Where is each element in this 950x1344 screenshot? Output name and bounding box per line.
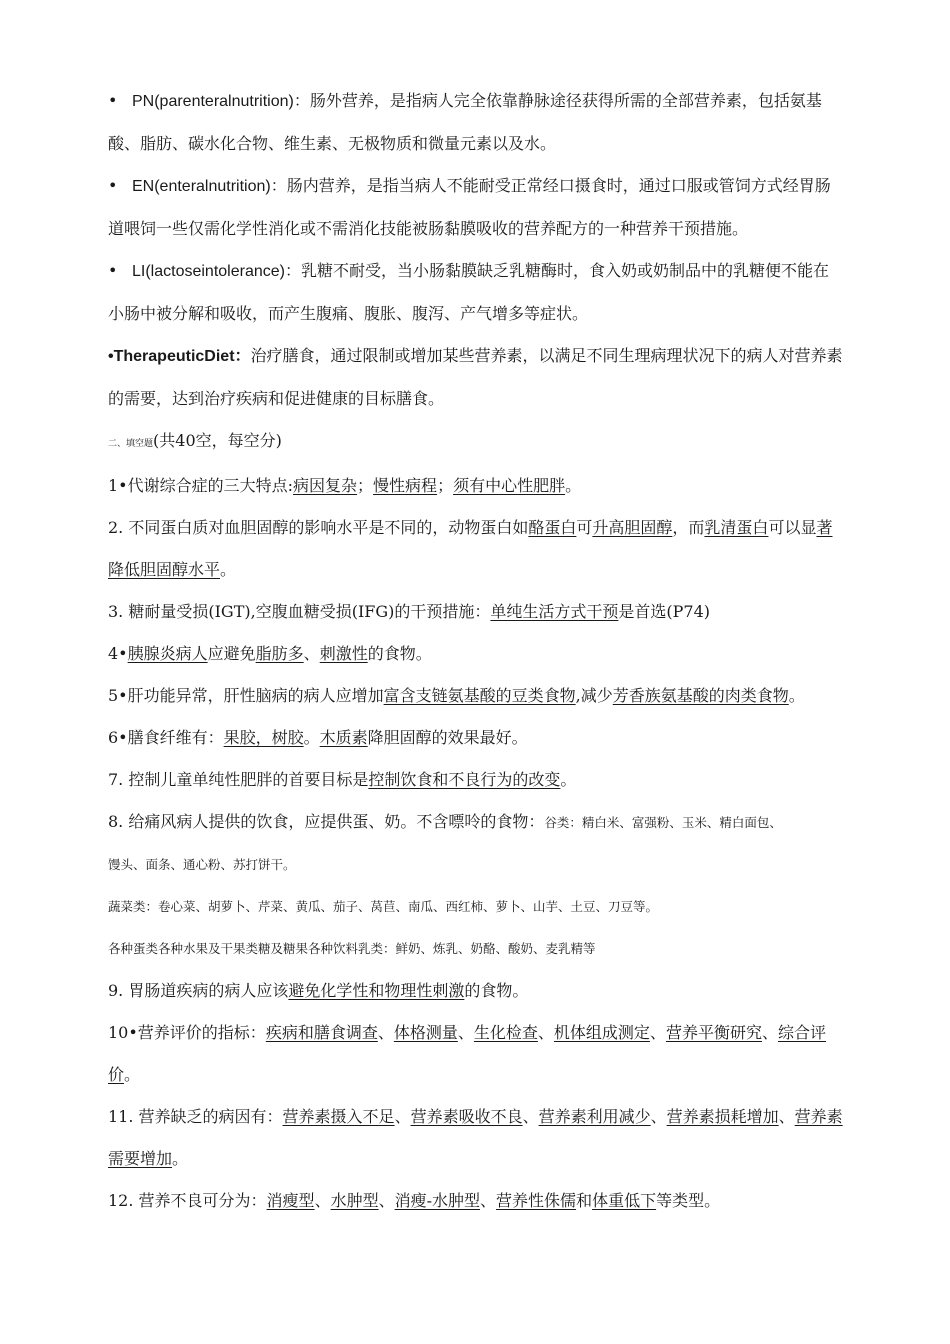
separator: 、 — [377, 1023, 394, 1042]
food-list-grains-cont: 馒头、面条、通心粉、苏打饼干。 — [108, 857, 296, 872]
question-text: 10•营养评价的指标： — [108, 1023, 266, 1042]
question-end: 。 — [124, 1065, 141, 1084]
question-end: 。 — [560, 770, 577, 789]
food-list-vegetables: 蔬菜类：卷心菜、胡萝卜、芹菜、黄瓜、茄子、莴苣、南瓜、西红柿、萝卜、山芋、土豆、刀豆等。 — [108, 899, 659, 914]
separator: 、 — [649, 1023, 666, 1042]
term: LI(lactoseintolerance)： — [132, 263, 301, 280]
separator: 、 — [480, 1191, 497, 1210]
bullet: • — [108, 261, 118, 280]
separator: ； — [357, 476, 374, 495]
separator: 。 — [303, 728, 320, 747]
question-end: 。 — [220, 560, 237, 579]
question-4 — [108, 633, 843, 675]
question-3 — [108, 591, 843, 633]
answer-blank: 消瘦型 — [266, 1191, 315, 1210]
question-end: 。 — [172, 1149, 189, 1168]
answer-blank: 营养素利用减少 — [538, 1107, 651, 1126]
answer-blank: 体重低下 — [592, 1191, 657, 1210]
definition-text: 肠内营养，是指当病人不能耐受正常经口摄食时，通过口服或管饲方式经胃肠道喂饲一些仅需化学性消化或不需消化技能被肠黏膜吸收的营养配方的一种营养干预措施。 — [108, 176, 831, 238]
answer-blank: 果胶，树胶 — [223, 728, 304, 747]
section-heading — [108, 420, 843, 465]
answer-blank: 著降低胆固醇水平 — [108, 518, 833, 579]
question-2 — [108, 507, 843, 591]
answer-blank: 营养素损耗增加 — [666, 1107, 779, 1126]
separator: 、 — [394, 1107, 411, 1126]
answer-blank: 单纯生活方式干预 — [490, 602, 619, 621]
question-text: 应避免 — [207, 644, 256, 663]
question-9 — [108, 970, 843, 1012]
question-text: 可 — [576, 518, 593, 537]
question-text: 4• — [108, 644, 128, 663]
question-text: ,减少 — [575, 686, 613, 705]
answer-blank: 体格测量 — [393, 1023, 458, 1042]
separator: 、 — [778, 1107, 795, 1126]
separator: 、 — [537, 1023, 554, 1042]
term: •TherapeuticDiet： — [108, 348, 251, 365]
answer-blank: 胰腺炎病人 — [127, 644, 208, 663]
question-10 — [108, 1012, 843, 1096]
question-11 — [108, 1096, 843, 1180]
question-text: 12. 营养不良可分为： — [108, 1191, 267, 1210]
definition-text: 乳糖不耐受，当小肠黏膜缺乏乳糖酶时，食入奶或奶制品中的乳糖便不能在小肠中被分解和吸收，而产生腹痛、腹胀、腹泻、产气增多等症状。 — [108, 261, 829, 323]
definition-li — [108, 250, 843, 335]
question-end: 。 — [565, 476, 582, 495]
question-text: 和 — [576, 1191, 593, 1210]
question-12 — [108, 1180, 843, 1222]
question-end: 等类型。 — [656, 1191, 721, 1210]
separator: 、 — [650, 1107, 667, 1126]
answer-blank: 乳清蛋白 — [704, 518, 769, 537]
question-text: 7. 控制儿童单纯性肥胖的首要目标是 — [108, 770, 369, 789]
answer-blank: 综合评价 — [108, 1023, 826, 1084]
term: PN(parenteralnutrition)： — [132, 93, 310, 110]
answer-blank: 营养平衡研究 — [665, 1023, 762, 1042]
bullet: • — [108, 91, 118, 110]
term: EN(enteralnutrition)： — [132, 178, 287, 195]
question-end: 降胆固醇的效果最好。 — [367, 728, 528, 747]
answer-blank: 机体组成测定 — [553, 1023, 650, 1042]
question-text: 3. 糖耐量受损(IGT),空腹血糖受损(IFG)的干预措施： — [108, 602, 491, 621]
section-title-rest: (共40空，每空分) — [153, 431, 282, 450]
answer-blank: 富含支链氨基酸的豆类食物 — [383, 686, 576, 705]
document-page — [108, 80, 843, 1222]
answer-blank: 营养素需要增加 — [108, 1107, 843, 1168]
answer-blank: 病因复杂 — [293, 476, 358, 495]
question-text: 可以显 — [768, 518, 817, 537]
answer-blank: 酪蛋白 — [528, 518, 577, 537]
separator: 、 — [378, 1191, 395, 1210]
answer-blank: 控制饮食和不良行为的改变 — [368, 770, 561, 789]
separator: 、 — [314, 1191, 331, 1210]
definition-text: 治疗膳食，通过限制或增加某些营养素，以满足不同生理病理状况下的病人对营养素的需要，达到治疗疾病和促进健康的目标膳食。 — [108, 346, 843, 408]
separator: 、 — [303, 644, 320, 663]
answer-blank: 须有中心性肥胖 — [453, 476, 566, 495]
question-5 — [108, 675, 843, 717]
answer-blank: 疾病和膳食调查 — [265, 1023, 378, 1042]
answer-blank: 营养性侏儒 — [496, 1191, 577, 1210]
question-text: 8. 给痛风病人提供的饮食，应提供蛋、奶。不含嘌呤的食物： — [108, 812, 545, 831]
separator: 、 — [761, 1023, 778, 1042]
food-list-other: 各种蛋类各种水果及干果类糖及糖果各种饮料乳类：鲜奶、炼乳、奶酪、酸奶、麦乳精等 — [108, 941, 596, 956]
answer-blank: 生化检查 — [473, 1023, 538, 1042]
question-text: ，而 — [672, 518, 705, 537]
answer-blank: 消瘦-水肿型 — [394, 1191, 481, 1210]
definition-therapeutic-diet — [108, 335, 843, 420]
answer-blank: 刺激性 — [319, 644, 368, 663]
section-title-small: 二、填空题 — [108, 439, 154, 449]
separator: 、 — [522, 1107, 539, 1126]
answer-blank: 木质素 — [319, 728, 368, 747]
separator: ； — [437, 476, 454, 495]
bullet: • — [108, 176, 118, 195]
answer-blank: 避免化学性和物理性刺激 — [288, 981, 465, 1000]
answer-blank: 升高胆固醇 — [592, 518, 673, 537]
answer-blank: 芳香族氨基酸的肉类食物 — [612, 686, 789, 705]
separator: 、 — [457, 1023, 474, 1042]
question-end: 的食物。 — [464, 981, 529, 1000]
definition-en — [108, 165, 843, 250]
answer-blank: 水肿型 — [330, 1191, 379, 1210]
question-text: 5•肝功能异常，肝性脑病的病人应增加 — [108, 686, 384, 705]
answer-blank: 慢性病程 — [373, 476, 438, 495]
question-text: 2. 不同蛋白质对血胆固醇的影响水平是不同的，动物蛋白如 — [108, 518, 529, 537]
answer-blank: 营养素吸收不良 — [410, 1107, 523, 1126]
answer-blank: 营养素摄入不足 — [282, 1107, 395, 1126]
question-end: 。 — [788, 686, 805, 705]
question-end: 的食物。 — [367, 644, 432, 663]
question-text: 1•代谢综合症的三大特点: — [108, 476, 294, 495]
definition-pn — [108, 80, 843, 165]
question-1 — [108, 465, 843, 507]
question-text: 6•膳食纤维有： — [108, 728, 224, 747]
food-list-grains: 谷类：精白米、富强粉、玉米、精白面包、 — [544, 815, 782, 830]
answer-blank: 脂肪多 — [255, 644, 304, 663]
question-end: 是首选(P74) — [618, 602, 711, 621]
question-text: 11. 营养缺乏的病因有： — [108, 1107, 283, 1126]
question-7 — [108, 759, 843, 801]
question-text: 9. 胃肠道疾病的病人应该 — [108, 981, 289, 1000]
question-8 — [108, 801, 843, 844]
definition-text: 肠外营养，是指病人完全依靠静脉途径获得所需的全部营养素，包括氨基酸、脂肪、碳水化合物、维生素、无极物质和微量元素以及水。 — [108, 91, 822, 153]
question-6 — [108, 717, 843, 759]
